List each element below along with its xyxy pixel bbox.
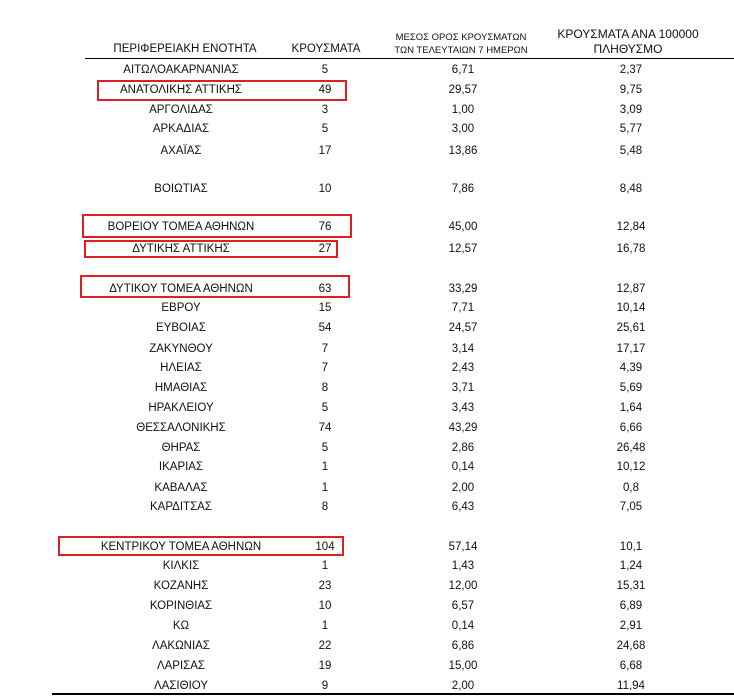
cases-value: 3: [321, 104, 329, 116]
weekly-average-value: 13,86: [448, 145, 478, 157]
cases-value: 63: [318, 283, 332, 295]
header-cases: ΚΡΟΥΣΜΑΤΑ: [291, 43, 361, 55]
region-name: ΚΕΝΤΡΙΚΟΥ ΤΟΜΕΑ ΑΘΗΝΩΝ: [100, 541, 262, 553]
table-row: [0, 341, 734, 357]
region-name: ΕΥΒΟΙΑΣ: [156, 322, 206, 334]
region-name: ΛΑΣΙΘΙΟΥ: [153, 680, 209, 692]
table-row: [0, 440, 734, 456]
cases-value: 23: [318, 580, 332, 592]
table-row: [0, 181, 734, 197]
cases-value: 5: [321, 123, 329, 135]
weekly-average-value: 3,00: [451, 123, 475, 135]
weekly-average-value: 2,00: [451, 680, 475, 692]
cases-value: 10: [318, 183, 332, 195]
table-row: [0, 420, 734, 436]
cases-per-100k-value: 10,14: [616, 302, 646, 314]
header-avg-line1: ΜΕΣΟΣ ΟΡΟΣ ΚΡΟΥΣΜΑΤΩΝ: [395, 32, 527, 43]
region-name: ΒΟΙΩΤΙΑΣ: [154, 183, 208, 195]
region-name: ΛΑΚΩΝΙΑΣ: [152, 640, 210, 652]
cases-value: 76: [318, 221, 332, 233]
cases-value: 54: [318, 322, 332, 334]
weekly-average-value: 2,86: [451, 442, 475, 454]
header-rule: [85, 58, 734, 59]
weekly-average-value: 15,00: [448, 660, 478, 672]
cases-per-100k-value: 15,31: [616, 580, 646, 592]
cases-per-100k-value: 5,77: [619, 123, 643, 135]
weekly-average-value: 1,43: [451, 560, 475, 572]
header-region: ΠΕΡΙΦΕΡΕΙΑΚΗ ΕΝΟΤΗΤΑ: [113, 43, 257, 55]
weekly-average-value: 12,00: [448, 580, 478, 592]
region-name: ΙΚΑΡΙΑΣ: [158, 461, 204, 473]
region-name: ΚΩ: [172, 620, 190, 632]
cases-value: 15: [318, 302, 332, 314]
table-row: [0, 638, 734, 654]
weekly-average-value: 24,57: [448, 322, 478, 334]
cases-value: 104: [315, 541, 335, 553]
weekly-average-value: 7,86: [451, 183, 475, 195]
cases-per-100k-value: 5,48: [619, 145, 643, 157]
region-name: ΑΡΚΑΔΙΑΣ: [152, 123, 210, 135]
weekly-average-value: 12,57: [448, 243, 478, 255]
cases-value: 1: [321, 461, 329, 473]
cases-per-100k-value: 10,12: [616, 461, 646, 473]
weekly-average-value: 43,29: [448, 422, 478, 434]
table-row: [0, 480, 734, 496]
cases-value: 22: [318, 640, 332, 652]
cases-value: 27: [318, 243, 332, 255]
weekly-average-value: 29,57: [448, 84, 478, 96]
highlight-box: [80, 275, 350, 298]
table-row: [0, 380, 734, 396]
cases-value: 5: [321, 442, 329, 454]
table-row: [0, 121, 734, 137]
cases-value: 7: [321, 362, 329, 374]
cases-per-100k-value: 26,48: [616, 442, 646, 454]
weekly-average-value: 2,43: [451, 362, 475, 374]
region-name: ΘΗΡΑΣ: [161, 442, 201, 454]
cases-per-100k-value: 16,78: [616, 243, 646, 255]
region-name: ΛΑΡΙΣΑΣ: [156, 660, 206, 672]
highlight-box: [84, 240, 338, 258]
region-name: ΖΑΚΥΝΘΟΥ: [149, 343, 213, 355]
highlight-box: [97, 80, 347, 101]
region-name: ΒΟΡΕΙΟΥ ΤΟΜΕΑ ΑΘΗΝΩΝ: [107, 221, 255, 233]
cases-value: 1: [321, 620, 329, 632]
table-row: [0, 658, 734, 674]
table-row: [0, 578, 734, 594]
region-name: ΚΑΒΑΛΑΣ: [154, 482, 208, 494]
cases-per-100k-value: 17,17: [616, 343, 646, 355]
cases-per-100k-value: 2,37: [619, 64, 643, 76]
cases-per-100k-value: 1,64: [619, 402, 643, 414]
cases-value: 1: [321, 482, 329, 494]
table-row: [0, 62, 734, 78]
table-row: [0, 618, 734, 634]
table-row: [0, 558, 734, 574]
cases-value: 19: [318, 660, 332, 672]
cases-per-100k-value: 8,48: [619, 183, 643, 195]
region-name: ΑΙΤΩΛΟΑΚΑΡΝΑΝΙΑΣ: [123, 64, 239, 76]
header-per100k-line1: ΚΡΟΥΣΜΑΤΑ ΑΝΑ 100000: [557, 27, 699, 41]
cases-value: 49: [318, 84, 332, 96]
table-row: [0, 300, 734, 316]
region-name: ΗΡΑΚΛΕΙΟΥ: [148, 402, 214, 414]
region-name: ΕΒΡΟΥ: [161, 302, 201, 314]
cases-value: 7: [321, 343, 329, 355]
region-name: ΗΜΑΘΙΑΣ: [154, 382, 208, 394]
weekly-average-value: 3,14: [451, 343, 475, 355]
weekly-average-value: 33,29: [448, 283, 478, 295]
weekly-average-value: 3,71: [451, 382, 475, 394]
cases-per-100k-value: 0,8: [623, 482, 639, 494]
cases-value: 9: [321, 680, 329, 692]
table-row: [0, 102, 734, 118]
cases-value: 74: [318, 422, 332, 434]
table-row: [0, 400, 734, 416]
cases-per-100k-value: 12,84: [616, 221, 646, 233]
table-row: [0, 360, 734, 376]
cases-per-100k-value: 12,87: [616, 283, 646, 295]
region-name: ΔΥΤΙΚΗΣ ΑΤΤΙΚΗΣ: [132, 243, 230, 255]
cases-value: 17: [318, 145, 332, 157]
header-avg-line2: ΤΩΝ ΤΕΛΕΥΤΑΙΩΝ 7 ΗΜΕΡΩΝ: [394, 45, 528, 56]
cases-per-100k-value: 6,66: [619, 422, 643, 434]
weekly-average-value: 6,86: [451, 640, 475, 652]
cases-per-100k-value: 25,61: [616, 322, 646, 334]
cases-per-100k-value: 6,68: [619, 660, 643, 672]
weekly-average-value: 2,00: [451, 482, 475, 494]
cases-per-100k-value: 2,91: [619, 620, 643, 632]
table-row: [0, 678, 734, 694]
cases-value: 10: [318, 600, 332, 612]
weekly-average-value: 7,71: [451, 302, 475, 314]
weekly-average-value: 57,14: [448, 541, 478, 553]
region-name: ΑΧΑΪΑΣ: [160, 145, 202, 157]
weekly-average-value: 6,43: [451, 501, 475, 513]
cases-per-100k-value: 5,69: [619, 382, 643, 394]
cases-per-100k-value: 10,1: [619, 541, 643, 553]
weekly-average-value: 6,71: [451, 64, 475, 76]
region-name: ΚΙΛΚΙΣ: [162, 560, 200, 572]
cases-per-100k-value: 4,39: [619, 362, 643, 374]
cases-per-100k-value: 7,05: [619, 501, 643, 513]
table-row: [0, 320, 734, 336]
cases-per-100k-value: 3,09: [619, 104, 643, 116]
cases-per-100k-value: 24,68: [616, 640, 646, 652]
table-row: [0, 499, 734, 515]
region-name: ΔΥΤΙΚΟΥ ΤΟΜΕΑ ΑΘΗΝΩΝ: [109, 283, 253, 295]
table-bottom-rule: [52, 693, 734, 695]
region-name: ΑΡΓΟΛΙΔΑΣ: [149, 104, 213, 116]
weekly-average-value: 6,57: [451, 600, 475, 612]
table-row: [0, 598, 734, 614]
cases-per-100k-value: 9,75: [619, 84, 643, 96]
weekly-average-value: 3,43: [451, 402, 475, 414]
region-name: ΘΕΣΣΑΛΟΝΙΚΗΣ: [136, 422, 226, 434]
region-name: ΚΟΖΑΝΗΣ: [153, 580, 209, 592]
weekly-average-value: 1,00: [451, 104, 475, 116]
region-name: ΚΟΡΙΝΘΙΑΣ: [149, 600, 213, 612]
weekly-average-value: 0,14: [451, 620, 475, 632]
cases-value: 5: [321, 402, 329, 414]
cases-value: 8: [321, 501, 329, 513]
region-name: ΚΑΡΔΙΤΣΑΣ: [150, 501, 212, 513]
region-name: ΑΝΑΤΟΛΙΚΗΣ ΑΤΤΙΚΗΣ: [119, 84, 242, 96]
cases-value: 8: [321, 382, 329, 394]
highlight-box: [58, 536, 344, 556]
cases-per-100k-value: 1,24: [619, 560, 643, 572]
cases-per-100k-value: 6,89: [619, 600, 643, 612]
highlight-box: [82, 214, 352, 238]
weekly-average-value: 0,14: [451, 461, 475, 473]
table-row: [0, 459, 734, 475]
cases-value: 5: [321, 64, 329, 76]
cases-per-100k-value: 11,94: [617, 680, 645, 692]
weekly-average-value: 45,00: [448, 221, 478, 233]
region-name: ΗΛΕΙΑΣ: [160, 362, 202, 374]
table-row: [0, 143, 734, 159]
cases-value: 1: [321, 560, 329, 572]
header-per100k-line2: ΠΛΗΘΥΣΜΟ: [593, 42, 663, 56]
